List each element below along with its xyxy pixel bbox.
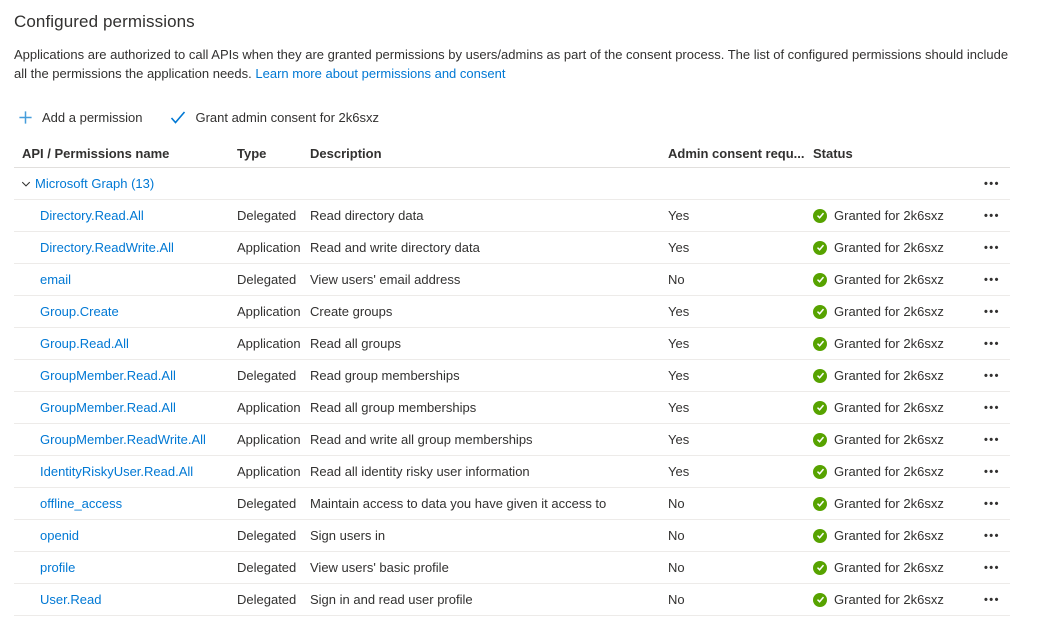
status-cell (813, 560, 970, 575)
description-cell: Sign users in (310, 528, 386, 543)
status-cell (813, 272, 970, 287)
description-cell: Read all groups (310, 336, 402, 351)
status-cell (813, 304, 970, 319)
menu-cell (970, 335, 1010, 352)
granted-check-icon (813, 241, 827, 255)
description-text: Applications are authorized to call APIs when they are granted permissions by users/admins as part of the consent process. The list of configured permissions should include all the permissions the application needs. (14, 47, 1009, 81)
row-menu-button[interactable]: ••• (983, 210, 1000, 222)
type-cell: Application (237, 240, 301, 255)
group-menu-cell (970, 175, 1010, 192)
status-cell (813, 496, 970, 511)
description-cell: View users' email address (310, 272, 461, 287)
row-menu-button[interactable]: ••• (983, 306, 1000, 318)
status-label: Granted for 2k6sxz (834, 400, 944, 415)
col-header-admin-consent: Admin consent requ... (668, 146, 805, 161)
permission-link[interactable]: GroupMember.ReadWrite.All (40, 432, 206, 447)
permission-name-cell (14, 528, 237, 543)
check-icon (170, 111, 186, 124)
admin-consent-cell: No (668, 272, 685, 287)
row-menu-button[interactable]: ••• (983, 434, 1000, 446)
granted-check-icon (813, 465, 827, 479)
row-menu-button[interactable]: ••• (983, 562, 1000, 574)
col-header-api-permissions-name: API / Permissions name (22, 146, 170, 161)
plus-icon (18, 110, 33, 125)
row-menu-button[interactable]: ••• (983, 370, 1000, 382)
admin-consent-cell: Yes (668, 336, 690, 351)
command-bar (14, 104, 1057, 130)
permission-link[interactable]: Group.Create (40, 304, 119, 319)
permission-name-cell (14, 304, 237, 319)
permission-link[interactable]: GroupMember.Read.All (40, 368, 176, 383)
description-cell: Maintain access to data you have given it access to (310, 496, 607, 511)
table-row (14, 584, 1010, 616)
granted-check-icon (813, 561, 827, 575)
permission-link[interactable]: User.Read (40, 592, 102, 607)
permission-link[interactable]: GroupMember.Read.All (40, 400, 176, 415)
status-label: Granted for 2k6sxz (834, 304, 944, 319)
description-cell: Sign in and read user profile (310, 592, 473, 607)
description-cell: Read directory data (310, 208, 424, 223)
table-row (14, 296, 1010, 328)
table-body (14, 200, 1010, 616)
status-cell (813, 240, 970, 255)
description-cell: Read and write directory data (310, 240, 480, 255)
permission-name-cell (14, 464, 237, 479)
col-header-type: Type (237, 146, 267, 161)
grant-admin-consent-label: Grant admin consent for 2k6sxz (195, 109, 379, 125)
status-label: Granted for 2k6sxz (834, 592, 944, 607)
status-cell (813, 528, 970, 543)
permission-name-cell (14, 272, 237, 287)
permission-name-cell (14, 336, 237, 351)
permission-link[interactable]: profile (40, 560, 76, 575)
type-cell: Application (237, 464, 301, 479)
status-label: Granted for 2k6sxz (834, 208, 944, 223)
page-description (14, 45, 1020, 83)
table-row (14, 200, 1010, 232)
row-menu-button[interactable]: ••• (983, 338, 1000, 350)
admin-consent-cell: Yes (668, 368, 690, 383)
granted-check-icon (813, 529, 827, 543)
menu-cell (970, 367, 1010, 384)
table-row (14, 328, 1010, 360)
status-label: Granted for 2k6sxz (834, 432, 944, 447)
admin-consent-cell: Yes (668, 208, 690, 223)
row-menu-button[interactable]: ••• (983, 530, 1000, 542)
type-cell: Application (237, 304, 301, 319)
table-row (14, 264, 1010, 296)
status-label: Granted for 2k6sxz (834, 528, 944, 543)
admin-consent-cell: Yes (668, 432, 690, 447)
table-row (14, 424, 1010, 456)
menu-cell (970, 527, 1010, 544)
group-toggle[interactable] (14, 176, 970, 191)
table-row (14, 552, 1010, 584)
type-cell: Delegated (237, 208, 297, 223)
permission-name-cell (14, 560, 237, 575)
granted-check-icon (813, 497, 827, 511)
permission-link[interactable]: Group.Read.All (40, 336, 129, 351)
admin-consent-cell: Yes (668, 240, 690, 255)
granted-check-icon (813, 209, 827, 223)
granted-check-icon (813, 305, 827, 319)
admin-consent-cell: No (668, 496, 685, 511)
admin-consent-cell: No (668, 560, 685, 575)
table-row (14, 488, 1010, 520)
type-cell: Delegated (237, 592, 297, 607)
granted-check-icon (813, 593, 827, 607)
col-header-status: Status (813, 146, 853, 161)
type-cell: Delegated (237, 368, 297, 383)
type-cell: Delegated (237, 496, 297, 511)
permission-name-cell (14, 496, 237, 511)
granted-check-icon (813, 401, 827, 415)
status-label: Granted for 2k6sxz (834, 240, 944, 255)
description-cell: Read group memberships (310, 368, 460, 383)
status-cell (813, 432, 970, 447)
table-row (14, 360, 1010, 392)
permission-name-cell (14, 592, 237, 607)
row-menu-button[interactable]: ••• (983, 274, 1000, 286)
row-menu-button[interactable]: ••• (983, 466, 1000, 478)
menu-cell (970, 303, 1010, 320)
description-cell: View users' basic profile (310, 560, 449, 575)
status-label: Granted for 2k6sxz (834, 496, 944, 511)
chevron-down-icon (20, 178, 32, 190)
type-cell: Application (237, 432, 301, 447)
description-cell: Create groups (310, 304, 393, 319)
permission-link[interactable]: openid (40, 528, 80, 543)
table-row (14, 232, 1010, 264)
learn-more-link[interactable]: Learn more about permissions and consent (255, 66, 506, 81)
type-cell: Delegated (237, 528, 297, 543)
granted-check-icon (813, 433, 827, 447)
description-cell: Read and write all group memberships (310, 432, 533, 447)
granted-check-icon (813, 337, 827, 351)
menu-cell (970, 239, 1010, 256)
type-cell: Application (237, 400, 301, 415)
row-menu-button[interactable]: ••• (983, 242, 1000, 254)
status-label: Granted for 2k6sxz (834, 336, 944, 351)
admin-consent-cell: Yes (668, 304, 690, 319)
group-link[interactable]: Microsoft Graph (13) (35, 176, 155, 191)
add-permission-button[interactable] (14, 106, 148, 129)
permission-name-cell (14, 432, 237, 447)
admin-consent-cell: No (668, 592, 685, 607)
status-cell (813, 336, 970, 351)
table-row (14, 456, 1010, 488)
col-header-description: Description (310, 146, 382, 161)
menu-cell (970, 271, 1010, 288)
permission-name-cell (14, 208, 237, 223)
granted-check-icon (813, 273, 827, 287)
admin-consent-cell: No (668, 528, 685, 543)
status-cell (813, 208, 970, 223)
menu-cell (970, 591, 1010, 608)
permission-name-cell (14, 240, 237, 255)
granted-check-icon (813, 369, 827, 383)
permission-link[interactable]: Directory.Read.All (40, 208, 144, 223)
menu-cell (970, 463, 1010, 480)
table-row (14, 520, 1010, 552)
status-cell (813, 592, 970, 607)
description-cell: Read all identity risky user information (310, 464, 530, 479)
description-cell: Read all group memberships (310, 400, 477, 415)
admin-consent-cell: Yes (668, 400, 690, 415)
type-cell: Delegated (237, 560, 297, 575)
status-label: Granted for 2k6sxz (834, 368, 944, 383)
permission-link[interactable]: Directory.ReadWrite.All (40, 240, 174, 255)
row-menu-button[interactable]: ••• (983, 498, 1000, 510)
type-cell: Application (237, 336, 301, 351)
permission-name-cell (14, 400, 237, 415)
status-cell (813, 400, 970, 415)
page-title: Configured permissions (14, 12, 195, 31)
permission-link[interactable]: IdentityRiskyUser.Read.All (40, 464, 194, 479)
status-label: Granted for 2k6sxz (834, 272, 944, 287)
status-label: Granted for 2k6sxz (834, 464, 944, 479)
menu-cell (970, 559, 1010, 576)
permission-name-cell (14, 368, 237, 383)
status-cell (813, 464, 970, 479)
table-row (14, 392, 1010, 424)
permission-link[interactable]: offline_access (40, 496, 123, 511)
admin-consent-cell: Yes (668, 464, 690, 479)
grant-admin-consent-button[interactable] (166, 106, 385, 129)
permission-link[interactable]: email (40, 272, 72, 287)
table-header-row (14, 140, 1010, 168)
menu-cell (970, 399, 1010, 416)
status-label: Granted for 2k6sxz (834, 560, 944, 575)
add-permission-label: Add a permission (42, 109, 143, 125)
row-menu-button[interactable]: ••• (983, 178, 1000, 190)
permissions-table (14, 140, 1010, 616)
status-cell (813, 368, 970, 383)
menu-cell (970, 431, 1010, 448)
row-menu-button[interactable]: ••• (983, 402, 1000, 414)
menu-cell (970, 207, 1010, 224)
row-menu-button[interactable]: ••• (983, 594, 1000, 606)
type-cell: Delegated (237, 272, 297, 287)
group-row-microsoft-graph (14, 168, 1010, 200)
menu-cell (970, 495, 1010, 512)
